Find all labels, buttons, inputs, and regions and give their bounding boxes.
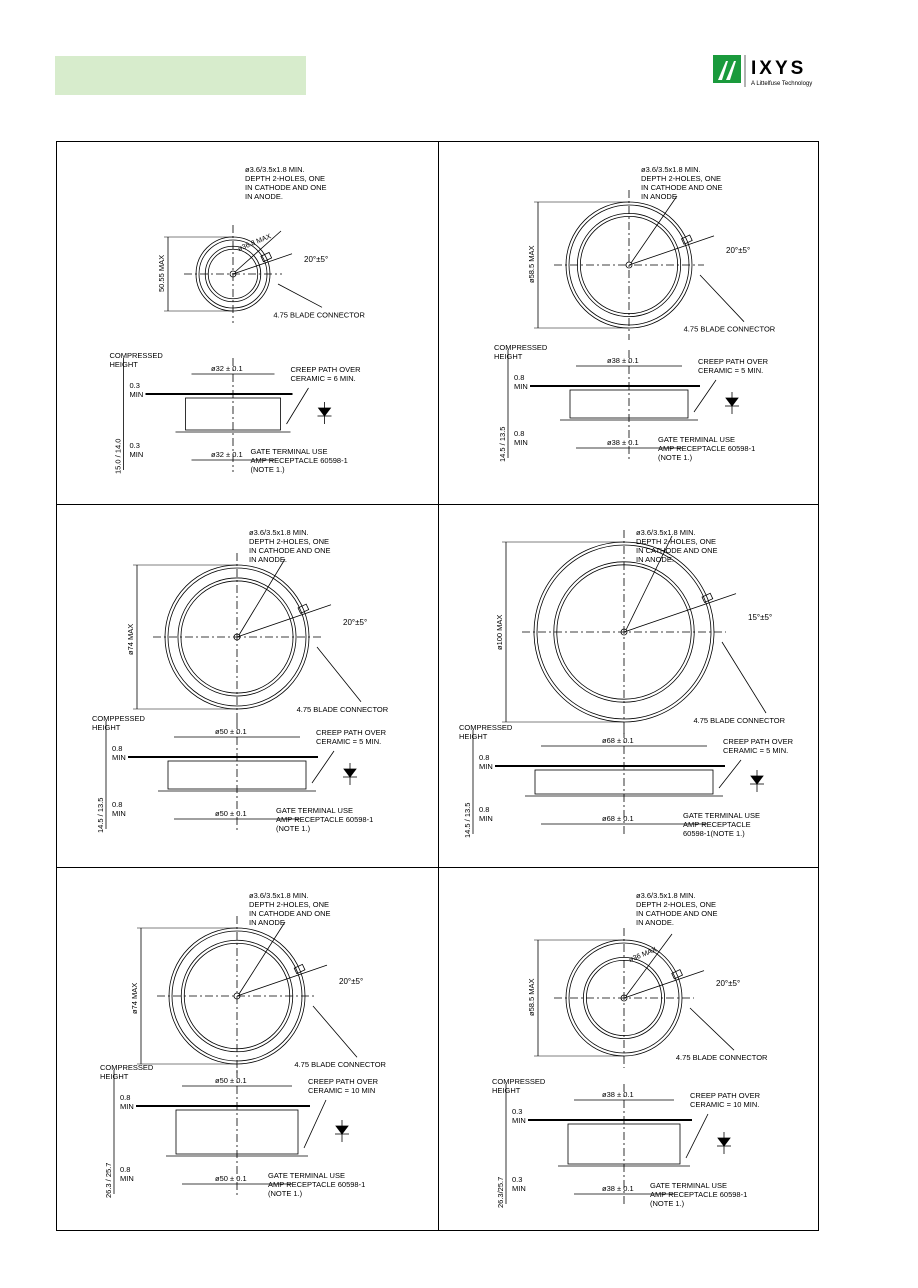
compressed-height-line-1: COMPRESSED	[109, 351, 163, 360]
height-label: 26.3/25.7	[496, 1176, 505, 1208]
bottom-gap-line-2: MIN	[129, 450, 144, 459]
creep-leader	[719, 760, 741, 788]
gate-note-line-3: (NOTE 1.)	[268, 1189, 303, 1198]
dia-bottom-label: ø50 ± 0.1	[215, 1174, 247, 1183]
connector-label: 4.75 BLADE CONNECTOR	[675, 1053, 768, 1063]
hole-note-line-4: IN ANODE	[249, 918, 285, 927]
compressed-height-line-2: HEIGHT	[92, 723, 121, 732]
compressed-height-line-2: HEIGHT	[459, 732, 488, 741]
angle-ray	[237, 965, 327, 996]
creep-note-line-2: CERAMIC = 10 MIN	[308, 1086, 376, 1095]
top-gap-line-1: 0.3	[512, 1107, 523, 1116]
hole-note-line-1: ø3.6/3.5x1.8 MIN.	[249, 891, 309, 900]
housing-body	[176, 1110, 298, 1154]
gate-note-line-3: (NOTE 1.)	[276, 824, 311, 833]
dia-top-label: ø50 ± 0.1	[215, 727, 247, 736]
gate-note-line-2: AMP RECEPTACLE	[683, 820, 751, 829]
gate-note-line-1: GATE TERMINAL USE	[276, 806, 353, 815]
dia-top-label: ø32 ± 0.1	[211, 364, 243, 373]
bottom-gap-line-2: MIN	[512, 1184, 526, 1193]
hole-note-line-4: IN ANODE.	[636, 555, 674, 564]
drawing-svg	[439, 868, 820, 1231]
connector-leader	[700, 275, 744, 322]
hole-note-line-2: DEPTH 2-HOLES, ONE	[636, 537, 717, 546]
connector-label: 4.75 BLADE CONNECTOR	[683, 324, 776, 334]
creep-note-line-2: CERAMIC = 10 MIN.	[690, 1100, 760, 1109]
logo-brand: IXYS	[751, 58, 807, 79]
creep-leader	[694, 380, 716, 412]
creep-note-line-2: CERAMIC = 5 MIN.	[698, 366, 764, 375]
height-label: 14.5 / 13.5	[463, 802, 472, 838]
hole-note-line-3: IN CATHODE AND ONE	[249, 909, 331, 918]
bolt-circle-label: ø36.8 MAX	[237, 233, 273, 253]
height-label: 15.0 / 14.0	[113, 438, 123, 474]
hole-note-line-3: IN CATHODE AND ONE	[245, 183, 327, 192]
hole-note-line-3: IN CATHODE AND ONE	[641, 183, 723, 192]
creep-leader	[312, 751, 334, 783]
drawing-cell-3	[57, 505, 438, 868]
gate-note-line-3: (NOTE 1.)	[650, 1199, 685, 1208]
diameter-label: ø74 MAX	[130, 982, 139, 1014]
connector-label: 4.75 BLADE CONNECTOR	[296, 704, 389, 714]
logo-tagline: A Littelfuse Technology	[751, 81, 813, 87]
connector-leader	[317, 647, 361, 702]
drawing-cell-2	[439, 142, 820, 505]
gate-note-line-1: GATE TERMINAL USE	[650, 1181, 727, 1190]
connector-leader	[722, 642, 766, 713]
creep-note-line-1: CREEP PATH OVER	[316, 728, 387, 737]
angle-label: 20°±5°	[304, 255, 329, 264]
top-gap-line-2: MIN	[112, 753, 126, 762]
gate-note-line-3: (NOTE 1.)	[658, 453, 693, 462]
hole-note-line-2: DEPTH 2-HOLES, ONE	[641, 174, 722, 183]
top-gap-line-2: MIN	[129, 390, 144, 399]
creep-note-line-1: CREEP PATH OVER	[723, 737, 794, 746]
dia-bottom-label: ø50 ± 0.1	[215, 809, 247, 818]
diameter-label: 50.55 MAX	[157, 254, 166, 292]
bottom-gap-line-2: MIN	[120, 1174, 134, 1183]
compressed-height-line-1: COMPRESSED	[100, 1063, 154, 1072]
angle-label: 20°±5°	[343, 618, 368, 627]
bottom-gap-line-1: 0.3	[129, 441, 140, 450]
angle-label: 20°±5°	[716, 979, 741, 988]
angle-label: 20°±5°	[726, 246, 751, 255]
dia-top-label: ø38 ± 0.1	[607, 356, 639, 365]
bottom-gap-line-1: 0.8	[514, 429, 525, 438]
hole-note-line-1: ø3.6/3.5x1.8 MIN.	[636, 528, 696, 537]
bottom-gap-line-2: MIN	[514, 438, 528, 447]
hole-note-line-4: IN ANODE.	[249, 555, 287, 564]
top-gap-line-2: MIN	[512, 1116, 526, 1125]
creep-note-line-1: CREEP PATH OVER	[698, 357, 769, 366]
hole-note-line-3: IN CATHODE AND ONE	[636, 909, 718, 918]
angle-label: 15°±5°	[748, 613, 773, 622]
dia-top-label: ø68 ± 0.1	[602, 736, 634, 745]
compressed-height-line-2: HEIGHT	[492, 1086, 521, 1095]
ixys-logo	[713, 53, 823, 89]
gate-note-line-1: GATE TERMINAL USE	[658, 435, 735, 444]
drawing-cell-5	[57, 868, 438, 1231]
connector-label: 4.75 BLADE CONNECTOR	[273, 310, 365, 320]
hole-note-line-4: IN ANODE.	[245, 192, 283, 201]
ixys-logo-icon	[713, 53, 823, 89]
dia-bottom-label: ø32 ± 0.1	[211, 450, 243, 459]
diameter-label: ø100 MAX	[495, 614, 504, 650]
hole-note-line-3: IN CATHODE AND ONE	[636, 546, 718, 555]
bolt-circle-label: ø36 MAX	[628, 946, 658, 964]
top-gap-line-1: 0.8	[112, 744, 123, 753]
gate-note-line-2: AMP RECEPTACLE 60598-1	[250, 456, 348, 465]
creep-note-line-2: CERAMIC = 6 MIN.	[290, 374, 356, 383]
gate-note-line-3: (NOTE 1.)	[250, 465, 285, 474]
top-gap-line-2: MIN	[514, 382, 528, 391]
hole-note-line-1: ø3.6/3.5x1.8 MIN.	[245, 165, 305, 174]
bottom-gap-line-1: 0.8	[479, 805, 490, 814]
drawing-cell-1	[57, 142, 438, 505]
bottom-gap-line-1: 0.8	[120, 1165, 131, 1174]
top-gap-line-1: 0.3	[129, 381, 140, 390]
drawing-svg	[57, 505, 438, 868]
gate-note-line-1: GATE TERMINAL USE	[683, 811, 760, 820]
creep-leader	[304, 1100, 326, 1148]
dia-bottom-label: ø38 ± 0.1	[607, 438, 639, 447]
dia-bottom-label: ø38 ± 0.1	[602, 1184, 634, 1193]
height-label: 14.5 / 13.5	[498, 426, 507, 462]
diameter-label: ø58.5 MAX	[527, 978, 536, 1016]
diameter-label: ø58.5 MAX	[527, 245, 536, 283]
top-gap-line-2: MIN	[120, 1102, 134, 1111]
diameter-label: ø74 MAX	[126, 623, 135, 655]
drawing-svg	[57, 142, 438, 505]
drawing-cell-4	[439, 505, 820, 868]
hole-note-line-2: DEPTH 2-HOLES, ONE	[636, 900, 717, 909]
connector-leader	[313, 1006, 357, 1057]
creep-note-line-1: CREEP PATH OVER	[308, 1077, 379, 1086]
hole-note-line-1: ø3.6/3.5x1.8 MIN.	[636, 891, 696, 900]
hole-note-line-3: IN CATHODE AND ONE	[249, 546, 331, 555]
dia-top-label: ø38 ± 0.1	[602, 1090, 634, 1099]
hole-note-line-2: DEPTH 2-HOLES, ONE	[249, 537, 330, 546]
top-gap-line-1: 0.8	[120, 1093, 131, 1102]
gate-note-line-2: AMP RECEPTACLE 60598-1	[276, 815, 374, 824]
bottom-gap-line-1: 0.8	[112, 800, 123, 809]
height-label: 26.3 / 25.7	[104, 1162, 113, 1198]
top-gap-line-1: 0.8	[514, 373, 525, 382]
creep-note-line-1: CREEP PATH OVER	[290, 365, 361, 374]
header-title-box	[55, 56, 306, 95]
hole-note-line-4: IN ANODE	[641, 192, 677, 201]
bottom-gap-line-1: 0.3	[512, 1175, 523, 1184]
dia-bottom-label: ø68 ± 0.1	[602, 814, 634, 823]
hole-note-line-1: ø3.6/3.5x1.8 MIN.	[641, 165, 701, 174]
compressed-height-line-1: COMPRESSED	[492, 1077, 546, 1086]
connector-leader	[690, 1008, 734, 1050]
gate-note-line-1: GATE TERMINAL USE	[268, 1171, 345, 1180]
connector-label: 4.75 BLADE CONNECTOR	[693, 716, 786, 725]
drawing-svg	[57, 868, 438, 1231]
creep-note-line-2: CERAMIC = 5 MIN.	[316, 737, 382, 746]
hole-leader	[239, 559, 285, 635]
angle-ray	[237, 605, 331, 637]
drawing-cell-6	[439, 868, 820, 1231]
top-gap-line-2: MIN	[479, 762, 493, 771]
top-gap-line-1: 0.8	[479, 753, 490, 762]
gate-note-line-2: AMP RECEPTACLE 60598-1	[650, 1190, 748, 1199]
hole-leader	[626, 934, 672, 996]
angle-label: 20°±5°	[339, 977, 364, 986]
hole-note-line-1: ø3.6/3.5x1.8 MIN.	[249, 528, 309, 537]
angle-ray	[629, 236, 714, 265]
compressed-height-line-1: COMPPESSED	[92, 714, 145, 723]
gate-note-line-2: AMP RECEPTACLE 60598-1	[658, 444, 756, 453]
hole-note-line-2: DEPTH 2-HOLES, ONE	[249, 900, 330, 909]
creep-note-line-1: CREEP PATH OVER	[690, 1091, 761, 1100]
drawing-svg	[439, 142, 820, 505]
compressed-height-line-2: HEIGHT	[494, 352, 523, 361]
compressed-height-line-1: COMPRESSED	[459, 723, 513, 732]
hole-note-line-4: IN ANODE.	[636, 918, 674, 927]
connector-leader	[278, 284, 322, 307]
compressed-height-line-2: HEIGHT	[109, 360, 138, 369]
compressed-height-line-2: HEIGHT	[100, 1072, 129, 1081]
bottom-gap-line-2: MIN	[112, 809, 126, 818]
gate-note-line-2: AMP RECEPTACLE 60598-1	[268, 1180, 366, 1189]
creep-note-line-2: CERAMIC = 5 MIN.	[723, 746, 789, 755]
compressed-height-line-1: COMPRESSED	[494, 343, 548, 352]
height-label: 14.5 / 13.5	[96, 797, 105, 833]
hole-note-line-2: DEPTH 2-HOLES, ONE	[245, 174, 326, 183]
gate-note-line-1: GATE TERMINAL USE	[250, 447, 328, 456]
connector-label: 4.75 BLADE CONNECTOR	[294, 1060, 386, 1070]
drawing-svg	[439, 505, 820, 868]
drawing-grid	[56, 141, 819, 1231]
bottom-gap-line-2: MIN	[479, 814, 493, 823]
gate-note-line-3: 60598-1(NOTE 1.)	[683, 829, 745, 838]
dia-top-label: ø50 ± 0.1	[215, 1076, 247, 1085]
